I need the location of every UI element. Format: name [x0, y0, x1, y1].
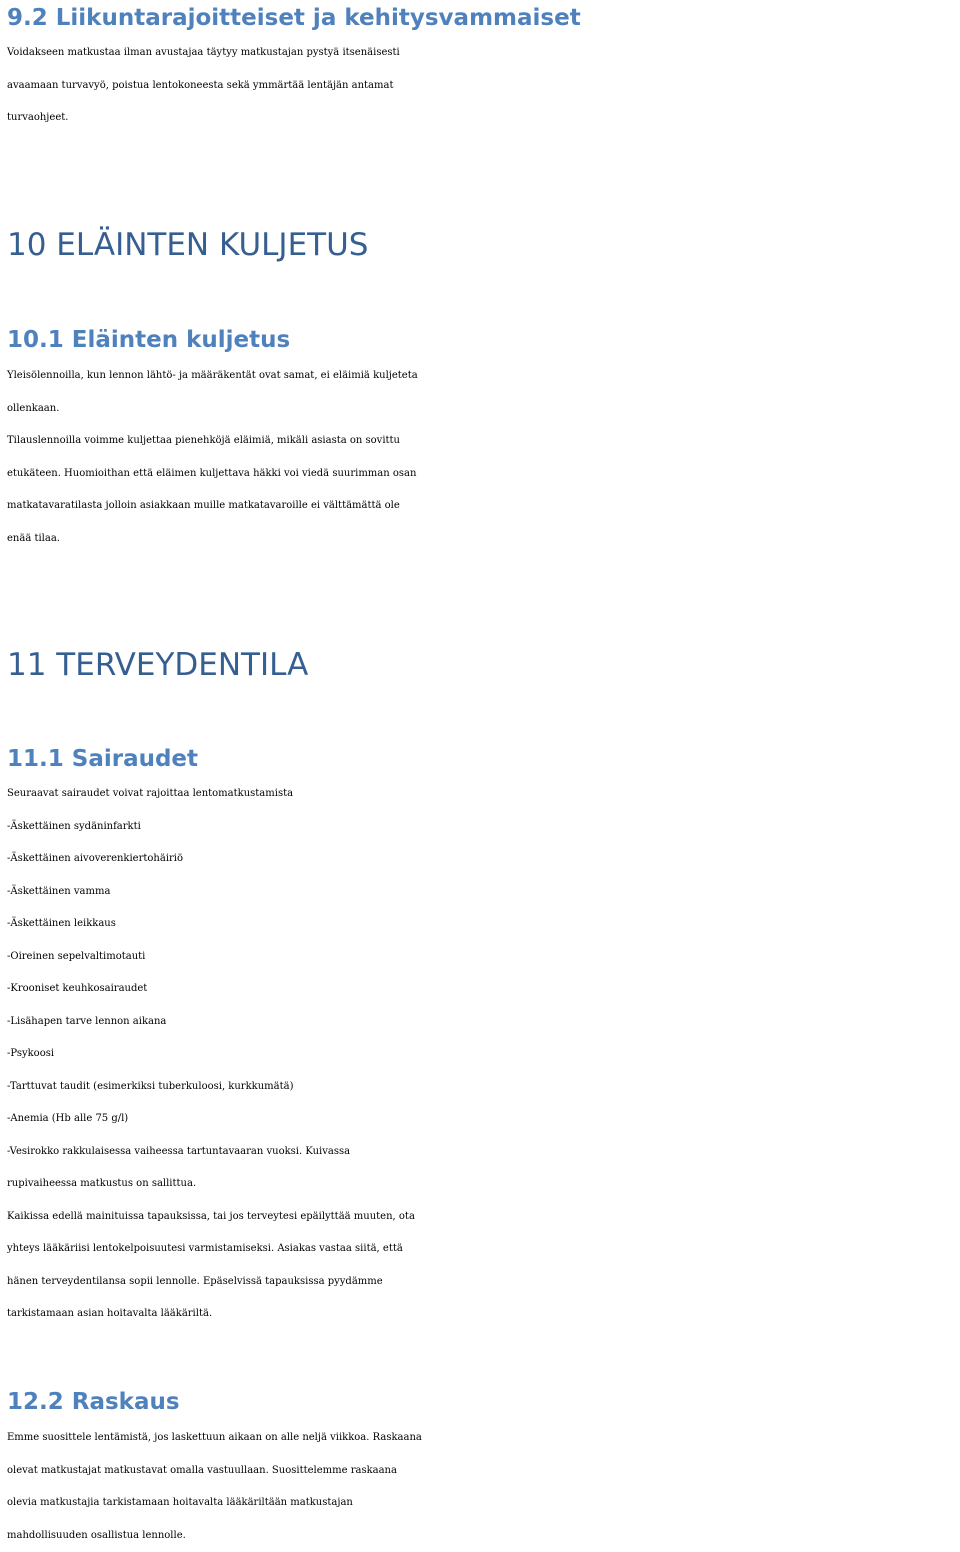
body-line: olevat matkustajat matkustavat omalla vastuullaan. Suosittelemme raskaana — [7, 1455, 957, 1488]
body-line: Kaikissa edellä mainituissa tapauksissa, tai jos terveytesi epäilyttää muuten, ota — [7, 1201, 957, 1234]
body-line: mahdollisuuden osallistua lennolle. — [7, 1520, 957, 1552]
body-line: Tilauslennoilla voimme kuljettaa pienehköjä eläimiä, mikäli asiasta on sovittu — [7, 425, 957, 458]
body-line: turvaohjeet. — [7, 102, 957, 135]
section-12-2-body — [7, 1422, 957, 1552]
body-line: hänen terveydentilansa sopii lennolle. Epäselvissä tapauksissa pyydämme — [7, 1266, 957, 1299]
list-item: -Äskettäinen sydäninfarkti — [7, 811, 957, 844]
list-item: -Äskettäinen aivoverenkiertohäiriö — [7, 843, 957, 876]
chapter-10-heading: 10 ELÄINTEN KULJETUS — [7, 225, 368, 265]
chapter-11-heading: 11 TERVEYDENTILA — [7, 645, 308, 685]
body-line: etukäteen. Huomioithan että eläimen kuljettava häkki voi viedä suurimman osan — [7, 458, 957, 491]
list-item: -Äskettäinen vamma — [7, 876, 957, 909]
body-line: enää tilaa. — [7, 523, 957, 556]
body-line: matkatavaratilasta jolloin asiakkaan muille matkatavaroille ei välttämättä ole — [7, 490, 957, 523]
body-line: Voidakseen matkustaa ilman avustajaa täytyy matkustajan pystyä itsenäisesti — [7, 37, 957, 70]
section-9-2-body — [7, 37, 957, 135]
body-line: Seuraavat sairaudet voivat rajoittaa lentomatkustamista — [7, 778, 957, 811]
section-11-1-body — [7, 778, 957, 1331]
list-item: -Psykoosi — [7, 1038, 957, 1071]
list-item: -Äskettäinen leikkaus — [7, 908, 957, 941]
list-item: -Oireinen sepelvaltimotauti — [7, 941, 957, 974]
section-10-1-body — [7, 360, 957, 555]
section-10-1-heading: 10.1 Eläinten kuljetus — [7, 325, 290, 355]
list-item: -Anemia (Hb alle 75 g/l) — [7, 1103, 957, 1136]
list-item: -Tarttuvat taudit (esimerkiksi tuberkuloosi, kurkkumätä) — [7, 1071, 957, 1104]
section-9-2-heading: 9.2 Liikuntarajoitteiset ja kehitysvammaiset — [7, 3, 581, 33]
body-line: avaamaan turvavyö, poistua lentokoneesta sekä ymmärtää lentäjän antamat — [7, 70, 957, 103]
body-line: olevia matkustajia tarkistamaan hoitavalta lääkäriltään matkustajan — [7, 1487, 957, 1520]
body-line: rupivaiheessa matkustus on sallittua. — [7, 1168, 957, 1201]
list-item: -Vesirokko rakkulaisessa vaiheessa tartuntavaaran vuoksi. Kuivassa — [7, 1136, 957, 1169]
section-12-2-heading: 12.2 Raskaus — [7, 1387, 180, 1417]
body-line: ollenkaan. — [7, 393, 957, 426]
body-line: yhteys lääkäriisi lentokelpoisuutesi varmistamiseksi. Asiakas vastaa siitä, että — [7, 1233, 957, 1266]
section-11-1-heading: 11.1 Sairaudet — [7, 744, 198, 774]
list-item: -Lisähapen tarve lennon aikana — [7, 1006, 957, 1039]
body-line: tarkistamaan asian hoitavalta lääkäriltä. — [7, 1298, 957, 1331]
body-line: Emme suosittele lentämistä, jos laskettuun aikaan on alle neljä viikkoa. Raskaana — [7, 1422, 957, 1455]
body-line: Yleisölennoilla, kun lennon lähtö- ja määräkentät ovat samat, ei eläimiä kuljeteta — [7, 360, 957, 393]
list-item: -Krooniset keuhkosairaudet — [7, 973, 957, 1006]
